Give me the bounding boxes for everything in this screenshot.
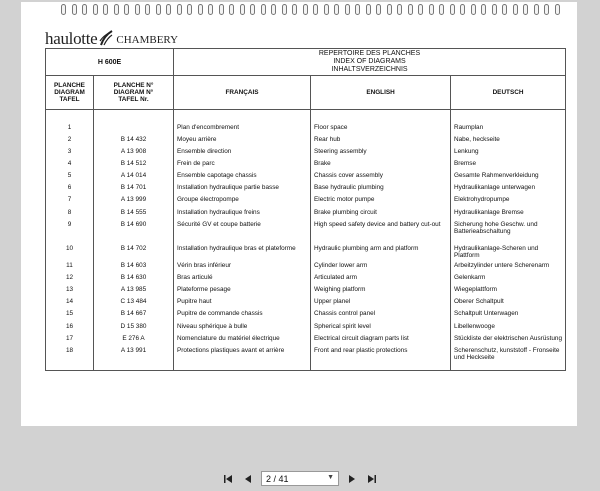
binding-ring [303,4,308,15]
pdf-toolbar [0,466,600,491]
brand-mark-icon [99,30,113,46]
cell-diagram-number: 14 [46,296,94,308]
cell-diagram-number: 10 [46,243,94,260]
table-row [46,170,566,182]
binding-ring [177,4,182,15]
binding-ring [292,4,297,15]
cell-french: Groupe électropompe [174,194,311,206]
binding-ring [61,4,66,15]
cell-german: Arbeitzylinder untere Scherenarm [451,260,566,272]
binding-ring [166,4,171,15]
cell-diagram-number: 18 [46,345,94,371]
binding-ring [261,4,266,15]
cell-diagram-ref: A 13 985 [94,284,174,296]
cell-diagram-number: 7 [46,194,94,206]
cell-english: Articulated arm [311,272,451,284]
table-row [46,321,566,333]
cell-diagram-number: 6 [46,182,94,194]
cell-german: Nabe, heckseite [451,134,566,146]
binding-ring [240,4,245,15]
table-row [46,194,566,206]
cell-diagram-number: 5 [46,170,94,182]
document-page [21,2,577,426]
table-row [46,158,566,170]
binding-ring [334,4,339,15]
cell-english: Rear hub [311,134,451,146]
last-page-icon[interactable] [365,472,379,486]
binding-ring [523,4,528,15]
table-row [46,296,566,308]
binding-ring [219,4,224,15]
table-row [46,345,566,371]
cell-english: Floor space [311,110,451,134]
cell-french: Bras articulé [174,272,311,284]
binding-ring [313,4,318,15]
cell-german: Gesamte Rahmenverkleidung [451,170,566,182]
binding-ring [429,4,434,15]
cell-german: Libellenwooge [451,321,566,333]
cell-german: Raumplan [451,110,566,134]
cell-english: Cylinder lower arm [311,260,451,272]
binding-ring [156,4,161,15]
binding-ring [355,4,360,15]
cell-german: Hydraulikanlage-Scheren und Plattform [451,243,566,260]
table-row [46,110,566,134]
header-diagram-ref: PLANCHE N° DIAGRAM N° TAFEL Nr. [94,76,174,110]
cell-german: Stückliste der elektrischen Ausrüstung [451,333,566,345]
table-row [46,243,566,260]
binding-ring [114,4,119,15]
cell-diagram-ref [94,110,174,134]
cell-diagram-ref: C 13 484 [94,296,174,308]
binding-ring [481,4,486,15]
binding-ring [513,4,518,15]
cell-english: Chassis cover assembly [311,170,451,182]
binding-ring [198,4,203,15]
cell-french: Niveau sphérique à bulle [174,321,311,333]
cell-diagram-number: 9 [46,219,94,243]
cell-english: Steering assembly [311,146,451,158]
cell-german: Gelenkarm [451,272,566,284]
cell-french: Ensemble direction [174,146,311,158]
cell-english: Base hydraulic plumbing [311,182,451,194]
cell-german: Lenkung [451,146,566,158]
cell-french: Protections plastiques avant et arrière [174,345,311,371]
binding-ring [103,4,108,15]
cell-diagram-ref: B 14 690 [94,219,174,243]
binding-ring [534,4,539,15]
binding-ring [387,4,392,15]
cell-diagram-number: 4 [46,158,94,170]
cell-french: Plan d'encombrement [174,110,311,134]
cell-diagram-ref: B 14 701 [94,182,174,194]
cell-diagram-ref: B 14 555 [94,207,174,219]
table-row [46,260,566,272]
binding-ring [471,4,476,15]
cell-french: Pupitre haut [174,296,311,308]
binding-ring [492,4,497,15]
first-page-icon[interactable] [221,472,235,486]
cell-diagram-ref: A 13 991 [94,345,174,371]
table-row [46,134,566,146]
cell-diagram-ref: B 14 432 [94,134,174,146]
binding-ring [460,4,465,15]
table-row [46,182,566,194]
cell-diagram-ref: B 14 512 [94,158,174,170]
cell-diagram-number: 3 [46,146,94,158]
cell-french: Frein de parc [174,158,311,170]
cell-english: Hydraulic plumbing arm and platform [311,243,451,260]
binding-ring [408,4,413,15]
binding-ring [439,4,444,15]
cell-german: Wiegeplattform [451,284,566,296]
cell-diagram-number: 13 [46,284,94,296]
binding-ring [376,4,381,15]
cell-english: Electric motor pumpe [311,194,451,206]
cell-french: Installation hydraulique bras et plateforme [174,243,311,260]
table-row [46,207,566,219]
index-title: REPERTOIRE DES PLANCHES INDEX OF DIAGRAMS INHALTSVERZEICHNIS [174,49,566,76]
binding-ring [418,4,423,15]
binding-ring [208,4,213,15]
cell-diagram-ref: A 14 014 [94,170,174,182]
cell-diagram-number: 8 [46,207,94,219]
page-indicator: 2 / 41 [266,473,289,484]
cell-english: Chassis control panel [311,308,451,320]
cell-german: Elektrohydropumpe [451,194,566,206]
cell-diagram-number: 12 [46,272,94,284]
binding-ring [93,4,98,15]
cell-german: Bremse [451,158,566,170]
header-german: DEUTSCH [451,76,566,110]
cell-diagram-number: 17 [46,333,94,345]
table-row [46,308,566,320]
brand-city: CHAMBERY [116,34,179,46]
spiral-binding [21,2,577,20]
binding-ring [229,4,234,15]
cell-french: Vérin bras inférieur [174,260,311,272]
cell-english: Upper planel [311,296,451,308]
cell-diagram-ref: B 14 603 [94,260,174,272]
cell-english: High speed safety device and battery cut-out [311,219,451,243]
table-row [46,333,566,345]
binding-ring [366,4,371,15]
brand-logo [45,28,178,48]
cell-german: Hydraulikanlage unterwagen [451,182,566,194]
table-row [46,284,566,296]
page-number-input[interactable] [261,471,339,486]
binding-ring [124,4,129,15]
binding-ring [282,4,287,15]
binding-ring [271,4,276,15]
cell-english: Electrical circuit diagram parts list [311,333,451,345]
binding-ring [450,4,455,15]
cell-english: Front and rear plastic protections [311,345,451,371]
cell-diagram-number: 1 [46,110,94,134]
cell-diagram-ref: A 13 908 [94,146,174,158]
cell-diagram-number: 15 [46,308,94,320]
next-page-icon[interactable] [345,472,359,486]
cell-diagram-ref: B 14 630 [94,272,174,284]
cell-diagram-number: 11 [46,260,94,272]
cell-french: Moyeu arrière [174,134,311,146]
cell-diagram-ref: E 276 A [94,333,174,345]
brand-name: haulotte [45,29,98,48]
header-diagram-number: PLANCHE DIAGRAM TAFEL [46,76,94,110]
table-row [46,219,566,243]
model-code: H 600E [46,49,174,76]
cell-french: Nomenclature du matériel électrique [174,333,311,345]
table-row [46,272,566,284]
cell-french: Pupitre de commande chassis [174,308,311,320]
binding-ring [135,4,140,15]
cell-english: Weighing platform [311,284,451,296]
cell-diagram-ref: B 14 702 [94,243,174,260]
binding-ring [345,4,350,15]
binding-ring [397,4,402,15]
binding-ring [250,4,255,15]
cell-french: Sécurité GV et coupe batterie [174,219,311,243]
binding-ring [555,4,560,15]
binding-ring [324,4,329,15]
cell-english: Brake plumbing circuit [311,207,451,219]
cell-french: Plateforme pesage [174,284,311,296]
cell-english: Spherical spirit level [311,321,451,333]
cell-german: Sicherung hohe Geschw. und Batterieabschaltung [451,219,566,243]
chevron-down-icon: ▼ [327,474,334,481]
cell-french: Ensemble capotage chassis [174,170,311,182]
cell-diagram-number: 2 [46,134,94,146]
cell-diagram-ref: B 14 667 [94,308,174,320]
binding-ring [502,4,507,15]
header-english: ENGLISH [311,76,451,110]
cell-diagram-ref: D 15 380 [94,321,174,333]
binding-ring [544,4,549,15]
table-row [46,146,566,158]
binding-ring [187,4,192,15]
prev-page-icon[interactable] [241,472,255,486]
header-french: FRANÇAIS [174,76,311,110]
cell-german: Oberer Schaltpult [451,296,566,308]
cell-diagram-number: 16 [46,321,94,333]
binding-ring [72,4,77,15]
cell-german: Scherenschutz, kunststoff - Fronseite und Heckseite [451,345,566,371]
cell-german: Hydraulikanlage Bremse [451,207,566,219]
cell-diagram-ref: A 13 999 [94,194,174,206]
cell-french: Installation hydraulique partie basse [174,182,311,194]
cell-english: Brake [311,158,451,170]
binding-ring [82,4,87,15]
cell-german: Schaltpult Unterwagen [451,308,566,320]
cell-french: Installation hydraulique freins [174,207,311,219]
diagram-index-table [45,48,566,371]
binding-ring [145,4,150,15]
